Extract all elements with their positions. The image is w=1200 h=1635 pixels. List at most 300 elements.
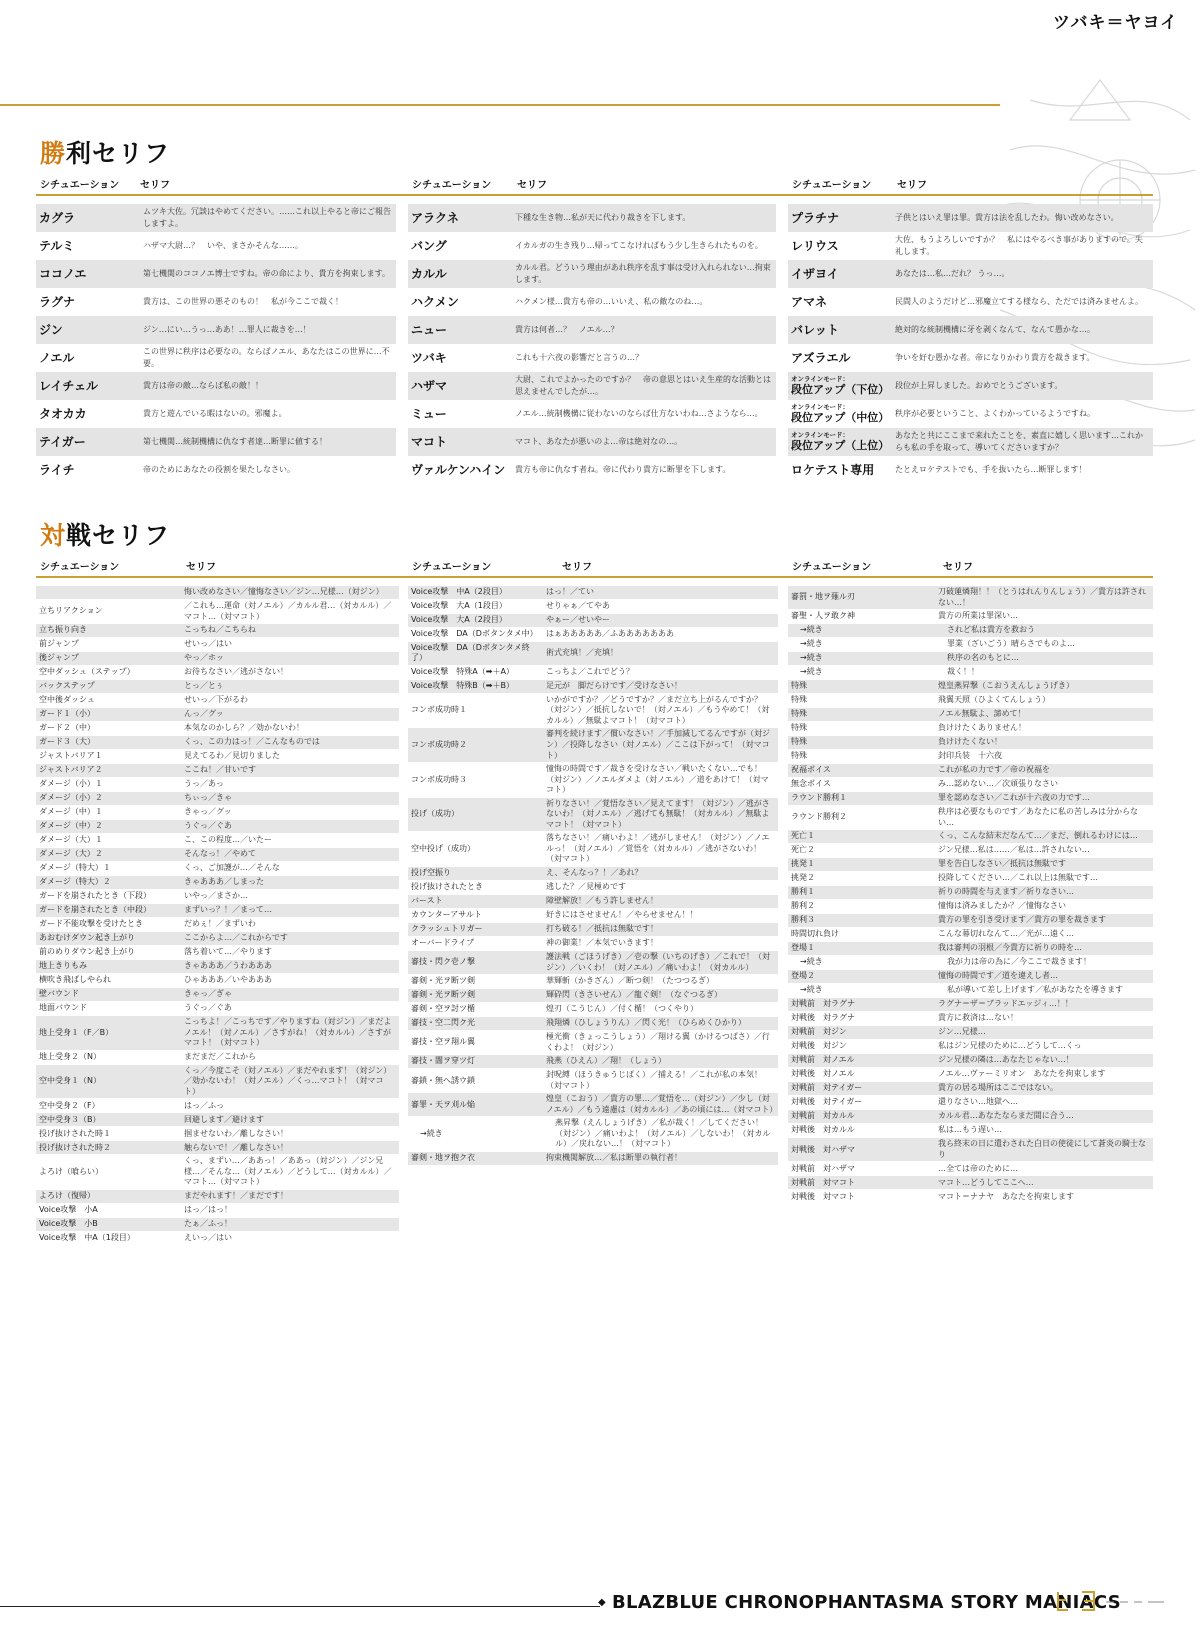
victory-quote: 秩序が必要ということ、よくわかっているようですね。 [895,409,1095,419]
battle-row [408,642,778,665]
victory-row [788,232,1153,260]
battle-situation: 投げ抜けされた時１ [39,1128,111,1138]
battle-row [408,1031,778,1054]
battle-row [36,806,399,819]
page-number-graphic [1054,1590,1166,1612]
battle-row [36,918,399,931]
victory-row [788,204,1153,232]
battle-situation: 横吹き飛ばしやられ [39,975,111,985]
battle-situation: 対戦後 対テイガー [791,1097,863,1107]
victory-quote: 大佐、もうよろしいですか？ 私にはやるべき事がありますので。失礼します。 [895,235,1143,256]
battle-quote: えいっ／はい [184,1233,232,1243]
battle-row [408,1069,778,1092]
battle-situation: あおむけダウン起き上がり [36,932,180,945]
battle-row [36,834,399,847]
battle-situation: Voice攻撃 中A（1段目） [39,1233,135,1243]
battle-col-situation-header-1: シチュエーション [40,562,120,573]
victory-row [788,316,1153,344]
battle-quote: 煌皇（こおう）／貴方の罪…／覚悟を…（対ジン）／少し（対ノエル）／もう遠慮は（対カルル）／あの頃には…（対マコト） [542,1093,778,1116]
battle-situation: Voice攻撃 小A [39,1205,98,1215]
battle-quote: 封呪縛（ほうきゅうじばく）／捕える！／これが私の本気！（対マコト） [546,1070,762,1090]
battle-quote: 好きにはさせません！／やらせません！！ [546,910,698,920]
battle-row [788,1110,1153,1123]
battle-row [408,1117,778,1151]
victory-row [788,428,1153,456]
victory-quote: ハザマ大尉…？ いや、まさかそんな……。 [143,241,303,251]
battle-quote: 私はジン兄様のために…どうして…くっ [938,1041,1082,1051]
battle-situation: Voice攻撃 大A（1段目） [411,601,507,611]
victory-column-2 [408,204,776,484]
battle-row [788,942,1153,955]
battle-quote: 足元が 脚だらけです／受けなさい！ [542,680,778,693]
battle-situation: 審剣・光ヲ断ツ剣 [408,989,542,1002]
battle-situation: 対戦後 対カルル [791,1125,855,1135]
battle-situation: カウンターアサルト [411,910,482,920]
battle-row [788,1040,1153,1053]
battle-row [788,1138,1153,1161]
battle-quote: カルル君…あなたならまだ間に合う… [934,1110,1153,1123]
battle-situation: コンボ成功時１ [411,705,467,715]
battle-quote: 見えてるわ／見切りました [184,751,280,761]
battle-quote: 還りなさい…地獄へ… [938,1097,1018,1107]
victory-quote: 貴方は何者…？ ノエル…？ [511,316,776,344]
battle-situation: 祝福ボイス [788,764,934,777]
battle-situation [36,586,180,599]
battle-row [408,923,778,936]
victory-quote: 民間人のようだけど…邪魔立てする様なら、ただでは済みませんよ。 [895,297,1143,307]
battle-quote: 本気なのかしら？／効かないわ！ [184,723,304,733]
battle-row [788,750,1153,763]
victory-section-title: 勝利セリフ [40,139,171,168]
battle-situation: Voice攻撃 DA（Dボタンタメ終了） [408,642,542,665]
battle-row [788,1012,1153,1025]
battle-quote: やっ／ホッ [180,652,399,665]
battle-row [36,694,399,707]
battle-quote: 拘束機関解放…／私は断罪の執行者！ [542,1152,778,1165]
battle-row [788,666,1153,679]
victory-quote: たとえロケテストでも、手を抜いたら…断罪します！ [895,465,1087,475]
battle-quote: きゃあああ／しまった [180,876,399,889]
victory-col-line-header-2: セリフ [517,180,547,191]
battle-situation: 勝利３ [788,914,934,927]
battle-row [408,600,778,613]
battle-row [788,1190,1153,1203]
battle-section-title: 対戦セリフ [40,521,171,550]
victory-row [36,204,396,232]
victory-opponent-name: カグラ [36,204,139,232]
battle-situation: ガード不能攻撃を受けたとき [39,919,143,929]
victory-row [408,232,776,260]
battle-quote: ／これも…運命（対ノエル）／カルル君…（対カルル）／マコト…（対マコト） [184,601,392,621]
battle-row [36,600,399,623]
battle-quote: マコト…どうしてここへ… [934,1176,1153,1189]
battle-row [788,1176,1153,1189]
victory-opponent-name: ミュー [411,406,447,421]
battle-column-1 [36,586,399,1246]
battle-col-line-header-1: セリフ [186,562,216,573]
battle-situation: ガード２（中） [39,723,95,733]
battle-quote: そんなっ！／やめて [180,848,399,861]
battle-situation: よろけ（復帰） [36,1190,180,1203]
battle-row [36,708,399,721]
victory-quote: 絶対的な統制機構に牙を剥くなんて、なんて愚かな…。 [891,316,1153,344]
battle-situation: 空中受身３（B） [36,1113,180,1126]
battle-situation: 特殊 [791,751,807,761]
battle-row [408,666,778,679]
battle-situation: 空中受身１（N） [36,1065,180,1099]
battle-quote: 憧悔の時間です／道を違えし者… [934,970,1153,983]
battle-quote: うっ／あっ [184,779,224,789]
battle-quote: 輝砕閃（きさいせん）／龍ぐ剣！（なぐつるぎ） [542,989,778,1002]
battle-row [36,1218,399,1231]
battle-row [788,638,1153,651]
battle-row [788,792,1153,805]
victory-row [408,288,776,316]
battle-situation: 空中投げ（成功） [411,843,475,853]
battle-row [36,904,399,917]
battle-row [36,876,399,889]
battle-quote: ジン兄様の隣は…あなたじゃない…！ [934,1054,1153,1067]
battle-situation: →続き [800,639,823,649]
battle-quote: たぁ／ふっ！ [180,1218,399,1231]
battle-row [408,586,778,599]
battle-quote: まだまだ／これから [184,1051,256,1061]
battle-row [408,1017,778,1030]
battle-situation: 勝利２ [791,901,815,911]
battle-quote: 我は審判の羽根／今貴方に祈りの時を… [934,942,1153,955]
victory-column-3 [788,204,1153,484]
battle-quote: きゃっ／ぎゃ [180,988,399,1001]
battle-row [36,1127,399,1140]
battle-row [788,722,1153,735]
battle-situation: バースト [408,895,542,908]
battle-quote: 神の御業！／本気でいきます！ [546,938,658,948]
battle-row [36,1113,399,1126]
battle-row [408,895,778,908]
battle-quote: せいっ／下がるわ [184,695,248,705]
battle-situation: 対戦前 対ノエル [788,1054,934,1067]
victory-row [408,372,776,400]
battle-situation: 壁バウンド [36,988,180,1001]
battle-quote: はっ／ふっ [184,1100,224,1110]
battle-row [788,998,1153,1011]
battle-row [788,858,1153,871]
battle-situation: 特殊 [788,680,934,693]
battle-situation: コンボ成功時３ [411,774,467,784]
victory-mode-label: オンラインモード： [791,403,850,412]
battle-row [36,1099,399,1112]
battle-row [408,614,778,627]
victory-quote: あなたと共にここまで来れたことを、素直に嬉しく思います…これからも私の手を取って、導いてくださいますか？ [891,428,1153,456]
victory-opponent-name: ヴァルケンハイン [411,462,506,477]
battle-row [788,886,1153,899]
victory-quote: 貴方は、この世界の悪そのもの！ 私が今ここで裁く！ [143,297,343,307]
victory-row [408,260,776,288]
battle-situation: ダメージ（小）２ [36,792,180,805]
battle-situation: 地上受身２（N） [39,1052,101,1062]
battle-situation: 後ジャンプ [36,652,180,665]
battle-situation: Voice攻撃 中A（2段目） [408,586,542,599]
victory-quote: 争いを好む愚かな者。帝になりかわり貴方を裁きます。 [895,353,1095,363]
victory-opponent-name: ハザマ [408,372,511,400]
victory-row [408,400,776,428]
battle-row [36,1002,399,1015]
victory-quote: この世界に秩序は必要なの。ならばノエル、あなたはこの世界に…不要。 [143,347,390,368]
victory-quote: イカルガの生き残り…帰ってこなければもう少し生きられたものを。 [515,241,763,251]
battle-situation: ダメージ（特大）２ [36,876,180,889]
battle-row [408,798,778,832]
battle-quote: 私が導いて差し上げます／私があなたを導きます [947,985,1123,995]
victory-row [36,316,396,344]
victory-row [788,344,1153,372]
battle-quote: こ、この程度…／いたー [184,835,272,845]
victory-row [408,428,776,456]
battle-row [788,970,1153,983]
battle-row [36,988,399,1001]
victory-row [788,372,1153,400]
battle-row [408,1055,778,1068]
battle-quote: くっ、こんな結末だなんて…／まだ、倒れるわけには… [934,830,1153,843]
victory-quote: マコト、あなたが悪いのよ…帝は絶対なの…。 [511,428,776,456]
victory-row [36,344,396,372]
battle-quote: こんな幕切れなんて…／光が…遠く… [938,929,1074,939]
victory-row [36,400,396,428]
battle-quote: …全ては帝のために… [938,1163,1018,1173]
battle-quote: うぐっ／ぐあ [184,1003,232,1013]
battle-situation: 対戦前 対ジン [788,1026,934,1039]
battle-quote: きゃっ／グッ [184,807,232,817]
battle-situation: 対戦前 対ラグナ [788,998,934,1011]
battle-quote: せりゃぁ／てやあ [546,601,610,611]
victory-opponent-name [788,428,891,456]
battle-row [36,1190,399,1203]
battle-situation: 審聖・人ヲ敢ク神 [791,611,855,621]
victory-quote: 第七機関…統制機構に仇なす者達…断罪に値する！ [139,428,396,456]
battle-situation: 投げ抜けされた時２ [36,1141,180,1154]
page-tag: ツバキ＝ヤヨイ [1052,13,1178,33]
battle-row [36,932,399,945]
battle-column-2 [408,586,778,1166]
victory-quote: ムツキ大佐。冗談はやめてください。……これ以上やると帝にご報告しますよ。 [139,204,396,232]
victory-quote: カルル君。どういう理由があれ秩序を乱す事は受け入れられない…拘束します。 [511,260,776,288]
battle-quote: されど私は貴方を救おう [943,624,1153,637]
victory-row [36,232,396,260]
victory-rank-label: 段位アップ（中位） [791,411,890,425]
victory-opponent-name: ライチ [39,462,75,477]
battle-situation: 挑発１ [788,858,934,871]
battle-quote: 落ち着いて…／やります [184,947,272,957]
battle-situation: 審技・空二閃ク光 [408,1017,542,1030]
battle-row [36,1232,399,1245]
battle-situation: 特殊 [788,736,934,749]
battle-situation: ダメージ（特大）１ [39,863,111,873]
battle-row [36,960,399,973]
battle-row [788,1068,1153,1081]
battle-situation: ダメージ（中）１ [39,807,103,817]
victory-opponent-name: アマネ [791,294,828,309]
battle-situation: Voice攻撃 DA（Dボタンタメ中） [411,629,538,639]
battle-row [788,928,1153,941]
battle-row [788,624,1153,637]
battle-row [408,881,778,894]
battle-quote: 罪業（ざいごう）晴らさでものよ… [947,639,1075,649]
victory-col-situation-header-3: シチュエーション [792,180,872,191]
battle-quote: 逃した？／見極めです [546,882,626,892]
battle-quote: とっ／とぅ [180,680,399,693]
battle-row [36,624,399,637]
battle-quote: 刀破蓮燐翔！！（とうはれんりんしょう）／貴方は許されない…！ [934,586,1153,609]
battle-situation: 無念ボイス [791,779,831,789]
victory-row [36,260,396,288]
battle-row [408,909,778,922]
battle-situation: 特殊 [791,695,807,705]
battle-row [36,586,399,599]
battle-situation: 死亡２ [791,845,815,855]
victory-row [36,428,396,456]
victory-opponent-name: ラグナ [39,294,76,309]
battle-quote: 秩序の名のもとに… [943,652,1153,665]
battle-situation: ダメージ（大）２ [36,848,180,861]
battle-situation: ジャストバリア２ [36,764,180,777]
battle-row [788,652,1153,665]
battle-row [788,914,1153,927]
battle-quote: ノエル…ヴァーミリオン あなたを拘束します [938,1069,1106,1079]
victory-quote: 貴方は帝の敵…ならば私の敵！！ [139,372,396,400]
battle-row [788,708,1153,721]
battle-situation: ガード１（小） [36,708,180,721]
battle-situation: 前ジャンプ [39,639,79,649]
battle-quote: 憧悔の時間です／裁きを受けなさい／戦いたくない…でも！（対ジン）／ノエルダメよ（対ノエル）／道をあけて！（対マコト） [546,764,769,795]
battle-row [788,1082,1153,1095]
battle-row [36,792,399,805]
battle-row [36,1016,399,1050]
battle-row [408,867,778,880]
battle-quote: 華輝斬（かきざん）／断つ剣！（たつつるぎ） [546,976,714,986]
battle-situation: 特殊 [788,708,934,721]
battle-row [36,848,399,861]
battle-quote: マコト＝ナナヤ あなたを拘束します [938,1191,1074,1201]
battle-quote: 燕昇撃（えんしょうげき）／私が裁く！／してください！（対ジン）／痛いわよ！（対ノエル）／しないわ！（対カルル）／戻れない…！（対マコト） [555,1118,771,1149]
victory-quote: ジン…にい…うっ…ああ！…罪人に裁きを…！ [139,316,396,344]
victory-opponent-name: レリウス [791,238,839,253]
battle-situation: 投げ（成功） [408,798,542,832]
battle-quote: ここからよ…／これからです [180,932,399,945]
battle-situation: Voice攻撃 小B [36,1218,180,1231]
victory-opponent-name: レイチェル [36,372,139,400]
victory-col-line-header-3: セリフ [897,180,927,191]
battle-quote: え、そんなっ？！／あれ？ [542,867,778,880]
battle-situation: Voice攻撃 特殊B（➡＋B） [408,680,542,693]
battle-situation: ガード３（大） [36,736,180,749]
victory-col-situation-header-2: シチュエーション [412,180,492,191]
battle-quote: こっちね／こちらね [180,624,399,637]
victory-opponent-name: アラクネ [408,204,511,232]
battle-situation: ラウンド勝利２ [791,812,847,822]
footer-title: ◆ BLAZBLUE CHRONOPHANTASMA STORY MANIACS [598,1592,1122,1613]
battle-situation: 立ちリアクション [39,606,103,616]
battle-row [788,778,1153,791]
battle-situation: Voice攻撃 特殊A（➡＋A） [411,667,514,677]
battle-situation: 死亡１ [788,830,934,843]
battle-row [408,937,778,950]
battle-row [36,778,399,791]
battle-situation: 審鎖・無へ誘ウ鎖 [411,1075,475,1085]
battle-quote: 触らないで！／離しなさい！ [180,1141,399,1154]
battle-situation: 審技・闇ヲ穿ツ灯 [408,1055,542,1068]
battle-row [788,680,1153,693]
battle-quote: 煌刃（こうじん）／付く楯！（つくやり） [546,1004,698,1014]
battle-quote: 貴方の罪を引き受けます／貴方の罪を裁きます [934,914,1153,927]
victory-opponent-name: ノエル [39,350,75,365]
battle-quote: 極光衝（きょっこうしょう）／翔ける翼（かけるつばさ）／行くわよ！（対ジン） [546,1032,770,1052]
battle-row [788,736,1153,749]
battle-quote: 負けけたくない！ [934,736,1153,749]
battle-quote: 貴方の所業は罪深い… [938,611,1018,621]
battle-quote: 飛翼天照（ひよくてんしょう） [938,695,1050,705]
battle-row [788,984,1153,997]
victory-quote: 貴方と遊んでいる暇はないの。邪魔よ。 [143,409,287,419]
battle-row [788,956,1153,969]
battle-situation: 対戦後 対ジン [791,1041,847,1051]
battle-quote: 負けけたくありません！ [938,723,1026,733]
battle-row [788,844,1153,857]
victory-opponent-name: ロケテスト専用 [791,462,875,477]
battle-row [36,722,399,735]
battle-quote: 裁く！！ [947,667,979,677]
battle-situation: 審剣・空ヲ討ツ楯 [411,1004,475,1014]
victory-column-1 [36,204,396,484]
battle-quote: 護法戦（ごほうげき）／壱の撃（いちのげき）／これで！（対ジン）／いくわ！（対ノエル）／痛いわよ！（対カルル） [542,951,778,974]
battle-situation: 地上受身１（F／B） [36,1016,180,1050]
battle-quote: み…認めない…／次頑張りなさい [938,779,1058,789]
victory-row [36,372,396,400]
battle-situation: 投げ抜けされたとき [411,882,483,892]
battle-quote: 祈りなさい！／覚悟なさい／見えてます！（対ジン）／逃がさないわ！（対ノエル）／逃げても無駄！（対カルル）／無駄よマコト！（対マコト） [542,798,778,832]
battle-situation: 空中ダッシュ（ステップ） [39,667,135,677]
footer-rule [0,1606,600,1607]
victory-quote: 大尉、これでよかったのですか？ 帝の意思とはいえ生産的な活動とは思えませんでしたが…。 [511,372,776,400]
battle-quote: 術式充填！／充填！ [542,642,778,665]
battle-row [788,830,1153,843]
battle-quote: こっちよ／これでどう？ [546,667,634,676]
battle-row [788,1026,1153,1039]
battle-row [36,1204,399,1217]
battle-quote: 秩序は必要なものです／あなたに私の苦しみは分からない… [938,807,1138,827]
battle-quote: いかがですか？／どうですか？／まだ立ち上がるんですか？（対ジン）／抵抗しないで！（対ノエル）／もうやめて！（対カルル）／無駄よマコト！（対マコト） [546,694,770,725]
battle-quote: くっ／今度こそ（対ノエル）／まだやれます！（対ジン）／効かないわ！（対ノエル）／くっ…マコト！（対マコト） [180,1065,399,1099]
victory-quote: 下種な生き物…私が天に代わり裁きを下します。 [511,204,776,232]
battle-row [36,946,399,959]
battle-quote: 飛翔燐（ひしょうりん）／閃く光！（ひらめくひかり） [542,1017,778,1030]
battle-quote: 私は…もう遅い… [938,1125,1002,1135]
battle-quote: ジン兄様…私は……／私は…許されない… [938,845,1090,855]
battle-row [788,1096,1153,1109]
battle-situation: 空中受身２（F） [39,1100,100,1110]
battle-situation: 前のめりダウン起き上がり [39,947,135,957]
victory-row [36,288,396,316]
battle-quote: きゃあああ／うわあああ [180,960,399,973]
battle-col-line-header-3: セリフ [943,562,973,573]
battle-row [36,736,399,749]
battle-quote: 打ち破る！／抵抗は無駄です！ [542,923,778,936]
battle-quote: ひゃあああ／いやあああ [184,975,272,985]
victory-row [788,456,1153,484]
battle-quote: ちぃっ／きゃ [180,792,399,805]
battle-situation: →続き [800,957,823,967]
battle-situation: 対戦後 対ハザマ [788,1138,934,1161]
battle-row [408,694,778,728]
victory-row [788,288,1153,316]
